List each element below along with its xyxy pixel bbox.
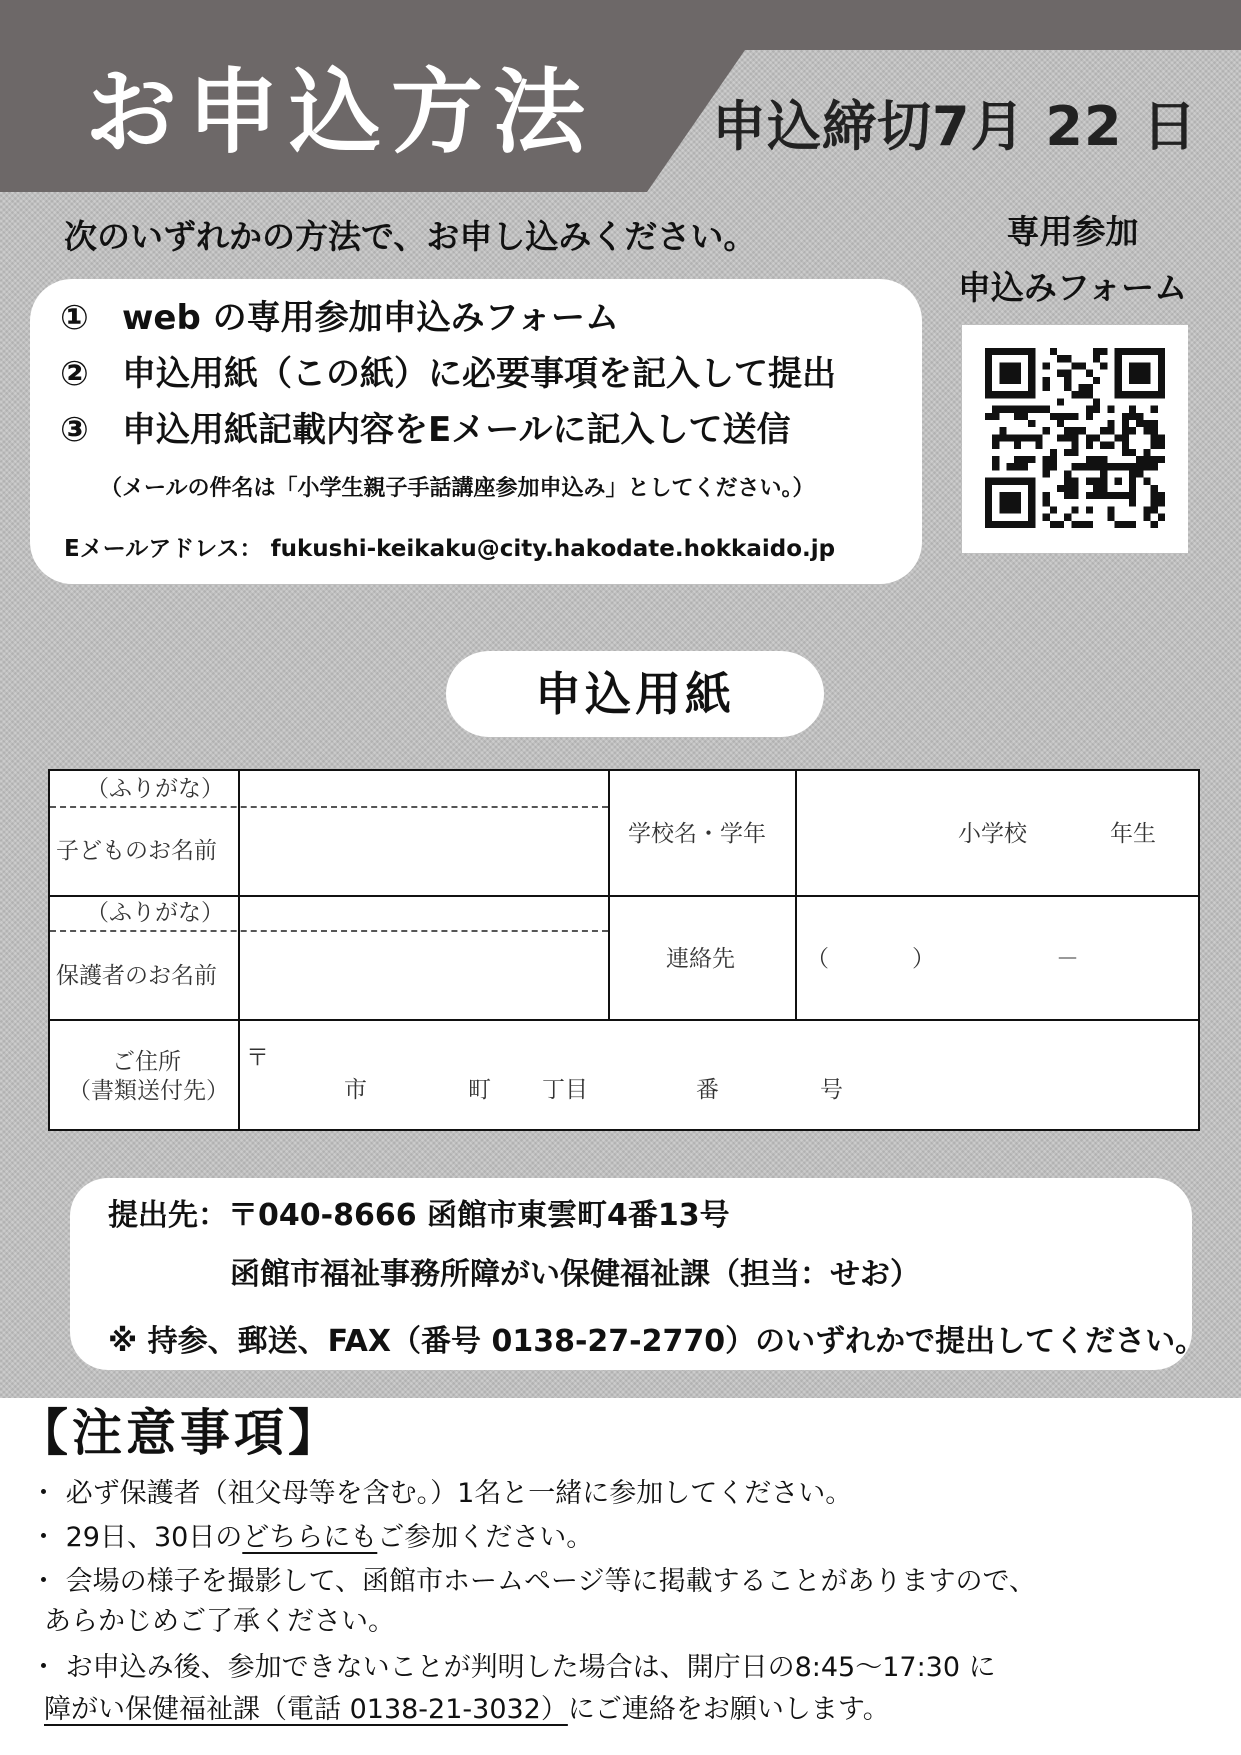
child-furigana-label: （ふりがな） xyxy=(86,776,224,802)
furigana-divider xyxy=(50,930,608,932)
method-item xyxy=(60,294,619,342)
school-grade-label: 学校名・学年 xyxy=(628,821,766,847)
note-emphasis: どちらにも xyxy=(242,1522,378,1553)
note-item-continued xyxy=(44,1690,890,1730)
address-chome: 丁目 xyxy=(542,1077,588,1103)
contact-phone-emphasis: 障がい保健福祉課（電話 0138-21-3032） xyxy=(44,1694,568,1725)
address-city: 市 xyxy=(344,1077,367,1103)
method-label: 申込用紙記載内容をEメールに記入して送信 xyxy=(122,410,791,450)
submission-office: 函館市福祉事務所障がい保健福祉課（担当：せお） xyxy=(230,1257,920,1292)
page-title: お申込方法 xyxy=(85,59,596,166)
contact-label: 連絡先 xyxy=(666,946,735,972)
qr-code-icon[interactable] xyxy=(985,348,1165,528)
address-field[interactable] xyxy=(240,1021,1196,1127)
method-item xyxy=(60,406,791,454)
notes-title: 【注意事項】 xyxy=(18,1404,342,1462)
note-text: ご参加ください。 xyxy=(377,1522,594,1553)
child-name-label: 子どものお名前 xyxy=(56,838,217,864)
email-line xyxy=(64,531,835,567)
note-item: ・ お申込み後、参加できないことが判明した場合は、開庁日の8:45～17:30 に xyxy=(30,1652,996,1683)
phone-paren-close: ） xyxy=(912,946,935,972)
note-text: にご連絡をお願いします。 xyxy=(567,1694,890,1725)
guardian-name-field[interactable] xyxy=(240,933,606,1017)
address-label: ご住所 xyxy=(112,1049,181,1075)
contact-phone-field[interactable] xyxy=(797,897,1196,1017)
furigana-divider xyxy=(50,806,608,808)
guardian-name-label: 保護者のお名前 xyxy=(56,963,217,989)
method-number: ② xyxy=(60,354,89,394)
address-sublabel: （書類送付先） xyxy=(68,1078,229,1104)
phone-paren-open: （ xyxy=(806,946,829,972)
email-label: Eメールアドレス： xyxy=(64,536,263,562)
note-item: ・ 会場の様子を撮影して、函館市ホームページ等に掲載することがありますので、 xyxy=(30,1566,1036,1597)
deadline-text: 申込締切7月 22 日 xyxy=(712,95,1198,158)
address-town: 町 xyxy=(468,1077,491,1103)
qr-code-panel[interactable] xyxy=(962,325,1188,553)
note-text: ・ 29日、30日の xyxy=(30,1522,243,1553)
form-title: 申込用紙 xyxy=(535,667,735,721)
submission-methods: ※ 持参、郵送、FAX（番号 0138-27-2770）のいずれかで提出してください。 xyxy=(108,1324,1206,1359)
submission-address: 提出先：〒040-8666 函館市東雲町4番13号 xyxy=(108,1198,730,1233)
application-form xyxy=(48,769,1200,1131)
method-number: ③ xyxy=(60,410,89,450)
guardian-furigana-field[interactable] xyxy=(240,897,606,929)
child-name-field[interactable] xyxy=(240,809,606,893)
note-item xyxy=(30,1518,593,1558)
method-number: ① xyxy=(60,298,89,338)
intro-text: 次のいずれかの方法で、お申し込みください。 xyxy=(64,217,757,256)
note-item-continued: あらかじめご了承ください。 xyxy=(44,1606,395,1637)
method-label: 申込用紙（この紙）に必要事項を記入して提出 xyxy=(122,354,836,394)
email-address-link[interactable]: fukushi-keikaku@city.hakodate.hokkaido.jp xyxy=(270,536,836,562)
method-label: web の専用参加申込みフォーム xyxy=(122,298,619,338)
qr-label-line2: 申込みフォーム xyxy=(957,268,1188,307)
child-furigana-field[interactable] xyxy=(240,773,606,805)
grade-suffix: 年生 xyxy=(1110,821,1156,847)
phone-dash: － xyxy=(1056,946,1079,972)
qr-label xyxy=(940,204,1205,316)
postal-mark: 〒 xyxy=(246,1045,269,1071)
qr-label-line1: 専用参加 xyxy=(1006,212,1139,251)
email-subject-note: （メールの件名は「小学生親子手話講座参加申込み」としてください。） xyxy=(100,476,815,501)
address-go: 号 xyxy=(820,1077,843,1103)
address-ban: 番 xyxy=(696,1077,719,1103)
guardian-furigana-label: （ふりがな） xyxy=(86,900,224,926)
note-item: ・ 必ず保護者（祖父母等を含む。）1名と一緒に参加してください。 xyxy=(30,1478,853,1509)
school-suffix: 小学校 xyxy=(958,821,1027,847)
method-item xyxy=(60,350,836,398)
